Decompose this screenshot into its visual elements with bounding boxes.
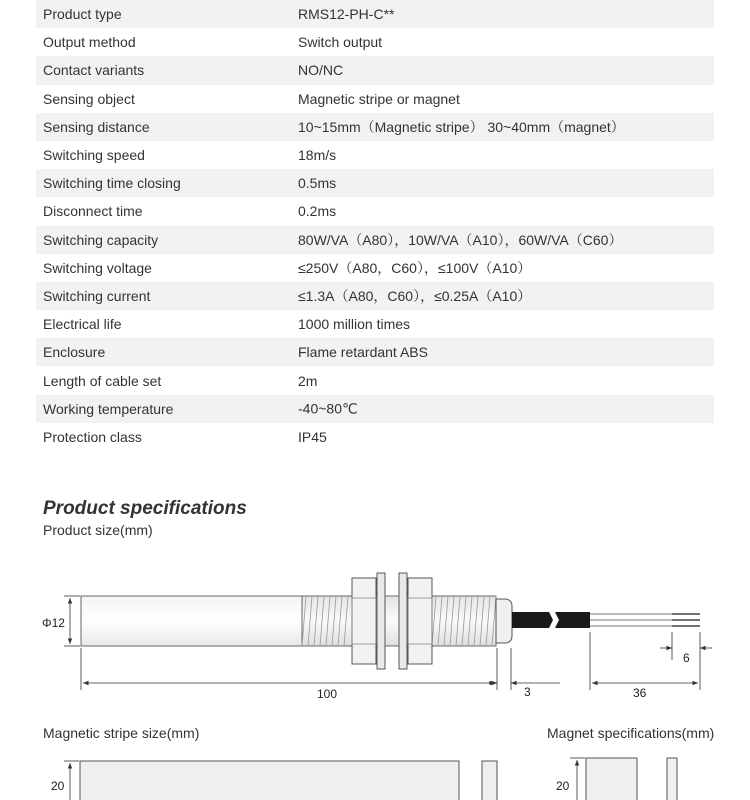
sensor-body (81, 573, 512, 669)
dim-tip: 6 (683, 651, 690, 665)
dim-stripe-height: 20 (51, 779, 65, 793)
spec-value: ≤250V（A80，C60），≤100V（A10） (298, 259, 532, 276)
spec-value: Flame retardant ABS (298, 344, 428, 361)
spec-value: 18m/s (298, 147, 337, 164)
spec-value: 0.5ms (298, 175, 337, 192)
spec-value: 80W/VA（A80），10W/VA（A10），60W/VA（C60） (298, 231, 623, 248)
spec-label: Electrical life (43, 316, 122, 333)
spec-value: Switch output (298, 34, 383, 51)
spec-label: Switching voltage (43, 259, 152, 276)
product-size-label: Product size(mm) (43, 522, 153, 538)
dim-length: 100 (317, 687, 338, 701)
dim-magnet-height: 20 (556, 779, 570, 793)
magnet-spec-label: Magnet specifications(mm) (547, 725, 715, 741)
spec-label: Protection class (43, 428, 142, 445)
spec-value: 1000 million times (298, 316, 411, 333)
spec-label: Switching time closing (43, 175, 181, 192)
stripe-size-label: Magnetic stripe size(mm) (43, 725, 200, 741)
spec-label: Disconnect time (43, 203, 143, 220)
spec-value: NO/NC (298, 62, 344, 79)
spec-label: Contact variants (43, 62, 145, 79)
spec-label: Switching capacity (43, 231, 159, 248)
spec-value: 0.2ms (298, 203, 337, 220)
spec-value: IP45 (298, 428, 327, 445)
spec-label: Switching speed (43, 147, 145, 164)
spec-label: Output method (43, 34, 136, 51)
hex-nut (352, 573, 385, 669)
spec-value: ≤1.3A（A80，C60），≤0.25A（A10） (298, 287, 532, 304)
spec-label: Product type (43, 6, 122, 23)
spec-value: Magnetic stripe or magnet (298, 90, 460, 107)
dim-gap: 3 (524, 685, 531, 699)
dim-diameter: Φ12 (42, 616, 65, 630)
spec-value: -40~80℃ (298, 400, 358, 417)
magnetic-stripe-drawing (64, 761, 497, 800)
dim-cable: 36 (633, 686, 647, 700)
spec-value: 10~15mm（Magnetic stripe） 30~40mm（magnet） (298, 118, 625, 135)
cable (512, 612, 700, 628)
spec-label: Enclosure (43, 344, 106, 361)
spec-value: 2m (298, 372, 318, 389)
hex-nut (399, 573, 432, 669)
magnet-drawing (570, 758, 677, 800)
spec-label: Sensing object (43, 90, 135, 107)
spec-label: Working temperature (43, 400, 174, 417)
spec-label: Length of cable set (43, 372, 162, 389)
spec-value: RMS12-PH-C** (298, 6, 395, 23)
section-heading: Product specifications (43, 498, 247, 519)
spec-label: Sensing distance (43, 118, 150, 135)
spec-label: Switching current (43, 287, 151, 304)
